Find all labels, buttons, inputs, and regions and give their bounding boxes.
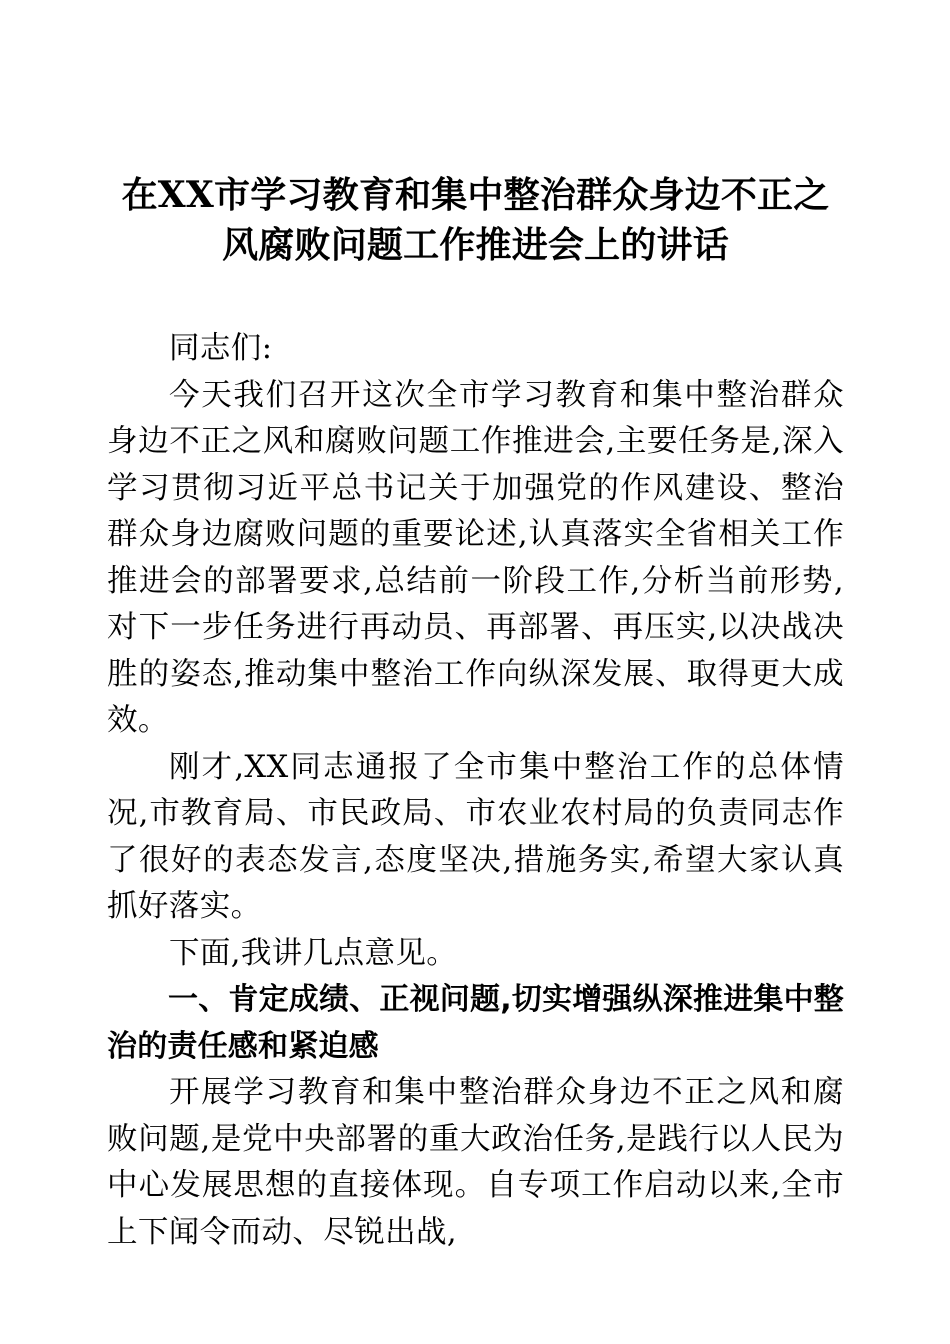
body-paragraph-3: 下面,我讲几点意见。: [169, 935, 458, 971]
salutation: 同志们:: [169, 331, 273, 366]
document-content: [107, 0, 844, 1256]
section-paragraph-1: 开展学习教育和集中整治群众身边不正之风和腐败问题,是党中央部署的重大政治任务,是践行以人民为中心发展思想的直接体现。自专项工作启动以来,全市上下闻令而动、尽锐出战,: [107, 1075, 844, 1250]
document-title: 在XX市学习教育和集中整治群众身边不正之风腐败问题工作推进会上的讲话: [121, 174, 830, 266]
section-heading-1: 一、肯定成绩、正视问题,切实增强纵深推进集中整治的责任感和紧迫感: [107, 982, 844, 1064]
body-paragraph-1: 今天我们召开这次全市学习教育和集中整治群众身边不正之风和腐败问题工作推进会,主要任务是,深入学习贯彻习近平总书记关于加强党的作风建设、整治群众身边腐败问题的重要论述,认真落实全省相关工作推进会的部署要求,总结前一阶段工作,分析当前形势,对下一步任务进行再动员、再部署、再压实,以决战决胜的姿态,推动集中整治工作向纵深发展、取得更大成效。: [107, 377, 844, 738]
body-paragraph-2: 刚才,XX同志通报了全市集中整治工作的总体情况,市教育局、市民政局、市农业农村局的负责同志作了很好的表态发言,态度坚决,措施务实,希望大家认真抓好落实。: [107, 749, 844, 924]
